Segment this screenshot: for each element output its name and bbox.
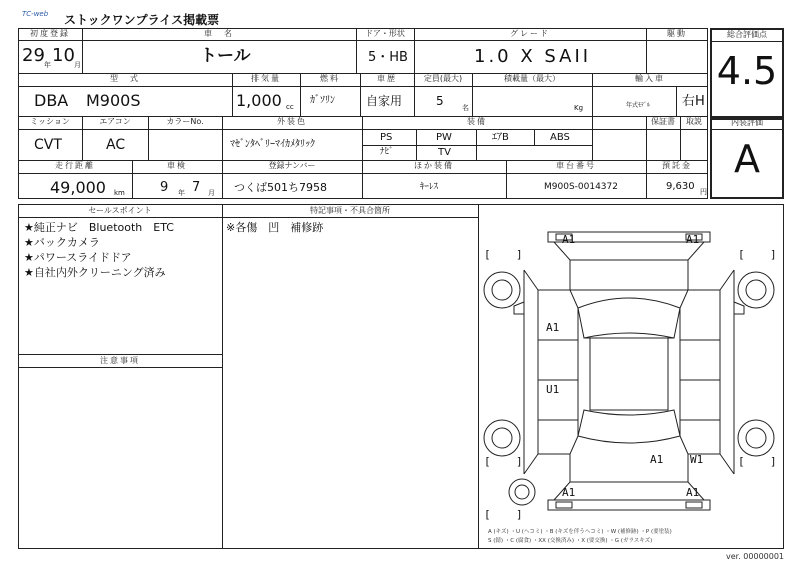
bracket: [ bbox=[738, 248, 745, 261]
grade: 1.0 X SAII bbox=[474, 46, 592, 67]
page-title: ストックワンプライス掲載票 bbox=[64, 13, 220, 27]
label-overall-score: 総合評価点 bbox=[727, 30, 767, 39]
bracket: [ bbox=[484, 248, 491, 261]
model: M900S bbox=[86, 91, 141, 110]
interior-score: A bbox=[734, 137, 760, 181]
bracket: [ bbox=[484, 508, 491, 521]
equip-pw: PW bbox=[436, 132, 452, 143]
sales-points-list bbox=[24, 220, 174, 280]
damage-mark: A1 bbox=[562, 486, 576, 499]
label-import: 輸入車 bbox=[635, 74, 665, 83]
bracket: ] bbox=[516, 508, 523, 521]
label-history: 車歴 bbox=[377, 74, 397, 83]
label-model: 型 式 bbox=[110, 74, 140, 83]
inspection-month: 7 bbox=[192, 180, 201, 195]
damage-mark: U1 bbox=[546, 383, 560, 396]
label-capacity: 定員(最大) bbox=[423, 74, 463, 83]
label-car-name: 車 名 bbox=[204, 29, 234, 38]
label-caution: 注意事項 bbox=[100, 356, 140, 365]
overall-score: 4.5 bbox=[716, 49, 778, 93]
label-fuel: 燃料 bbox=[320, 74, 340, 83]
equip-abs: ABS bbox=[550, 132, 570, 143]
label-other-equip: ほか装備 bbox=[414, 161, 454, 170]
equip-ps: PS bbox=[380, 132, 393, 143]
equip-tv: TV bbox=[438, 147, 451, 158]
label-load: 積載量（最大） bbox=[504, 74, 560, 83]
label-inspection: 車検 bbox=[167, 161, 187, 170]
list-item: ★パワースライドドア bbox=[24, 251, 132, 264]
equip-navi: ﾅﾋﾞ bbox=[380, 147, 394, 157]
chassis-number: M900S-0014372 bbox=[544, 182, 618, 192]
bracket: ] bbox=[516, 455, 523, 468]
list-item: ★バックカメラ bbox=[24, 236, 100, 249]
legend-line-2: S (錆) ・C (腐食) ・XX (交換済み) ・X (要交換) ・G (ガラスキズ) bbox=[488, 538, 653, 544]
label-mission: ミッション bbox=[30, 117, 70, 126]
model-prefix: DBA bbox=[34, 91, 69, 110]
insp-month-unit: 月 bbox=[208, 189, 215, 197]
legend-line-1: A (キズ) ・U (ヘコミ) ・B (キズを伴うヘコミ) ・W (補修跡) ・P (要塗装) bbox=[488, 529, 672, 535]
label-exterior: 外装色 bbox=[277, 117, 307, 126]
damage-mark: A1 bbox=[650, 453, 664, 466]
steering: 右H bbox=[682, 94, 705, 109]
damage-mark: A1 bbox=[562, 233, 576, 246]
damage-mark: A1 bbox=[686, 233, 700, 246]
label-notes: 特記事項・不具合箇所 bbox=[310, 206, 390, 215]
label-sales-points: セールスポイント bbox=[88, 206, 152, 215]
damage-mark: A1 bbox=[546, 321, 560, 334]
year-unit: 年 bbox=[44, 61, 51, 69]
list-item: ★自社内外クリーニング済み bbox=[24, 266, 166, 279]
reg-number: つくば501ち7958 bbox=[234, 181, 327, 194]
label-displacement: 排気量 bbox=[251, 74, 281, 83]
label-aircon: エアコン bbox=[99, 117, 131, 126]
capacity-unit: 名 bbox=[462, 104, 469, 112]
capacity: 5 bbox=[436, 94, 444, 108]
car-name: トール bbox=[200, 46, 251, 66]
bracket: ] bbox=[516, 248, 523, 261]
history: 自家用 bbox=[366, 94, 403, 108]
label-door: ドア・形状 bbox=[365, 29, 405, 38]
label-drive: 駆動 bbox=[667, 29, 687, 38]
list-item: ★純正ナビ Bluetooth ETC bbox=[24, 221, 174, 234]
label-manual: 取説 bbox=[686, 117, 702, 126]
label-warranty: 保証書 bbox=[651, 117, 675, 126]
logo: TC-web bbox=[22, 10, 49, 18]
mission: CVT bbox=[34, 137, 62, 153]
equip-airbag: ｴｱB bbox=[492, 132, 509, 143]
year-model: 年式ﾓﾃﾞﾙ bbox=[626, 102, 651, 109]
displacement: 1,000 bbox=[236, 91, 282, 110]
label-color-no: カラーNo. bbox=[166, 117, 204, 126]
label-mileage: 走行距離 bbox=[55, 161, 95, 170]
month-unit: 月 bbox=[74, 61, 81, 69]
label-first-reg: 初度登録 bbox=[30, 29, 70, 38]
insp-year-unit: 年 bbox=[178, 189, 185, 197]
yen-unit: 円 bbox=[700, 188, 707, 196]
km-unit: km bbox=[114, 189, 125, 197]
load-unit: Kg bbox=[574, 104, 584, 112]
notes-list bbox=[226, 220, 323, 235]
label-grade: グレード bbox=[510, 29, 550, 38]
door-shape: 5・HB bbox=[368, 50, 408, 65]
label-reg-number: 登録ナンバー bbox=[268, 161, 316, 170]
exterior-color: ﾏｾﾞﾝﾀﾍﾞﾘｰﾏｲｶﾒﾀﾘｯｸ bbox=[230, 139, 315, 150]
label-chassis: 車台番号 bbox=[556, 161, 596, 170]
bracket: ] bbox=[770, 248, 777, 261]
label-interior-score: 内装評価 bbox=[731, 118, 763, 127]
other-equipment: ｷｰﾚｽ bbox=[420, 182, 439, 192]
aircon: AC bbox=[106, 137, 126, 153]
version: ver. 00000001 bbox=[726, 552, 785, 561]
label-deposit: 預託金 bbox=[662, 161, 692, 170]
first-reg-year: 29 bbox=[22, 45, 45, 66]
first-reg-month: 10 bbox=[52, 45, 75, 66]
list-item: ※各傷 凹 補修跡 bbox=[226, 221, 324, 234]
deposit: 9,630 bbox=[666, 181, 695, 192]
damage-mark: A1 bbox=[686, 486, 700, 499]
bracket: [ bbox=[484, 455, 491, 468]
inspection-year: 9 bbox=[160, 180, 169, 195]
fuel: ｶﾞｿﾘﾝ bbox=[310, 95, 335, 106]
mileage: 49,000 bbox=[50, 178, 106, 197]
damage-mark: W1 bbox=[690, 453, 704, 466]
label-equipment: 装備 bbox=[467, 117, 487, 126]
bracket: ] bbox=[770, 455, 777, 468]
bracket: [ bbox=[738, 455, 745, 468]
cc-unit: cc bbox=[286, 103, 294, 111]
